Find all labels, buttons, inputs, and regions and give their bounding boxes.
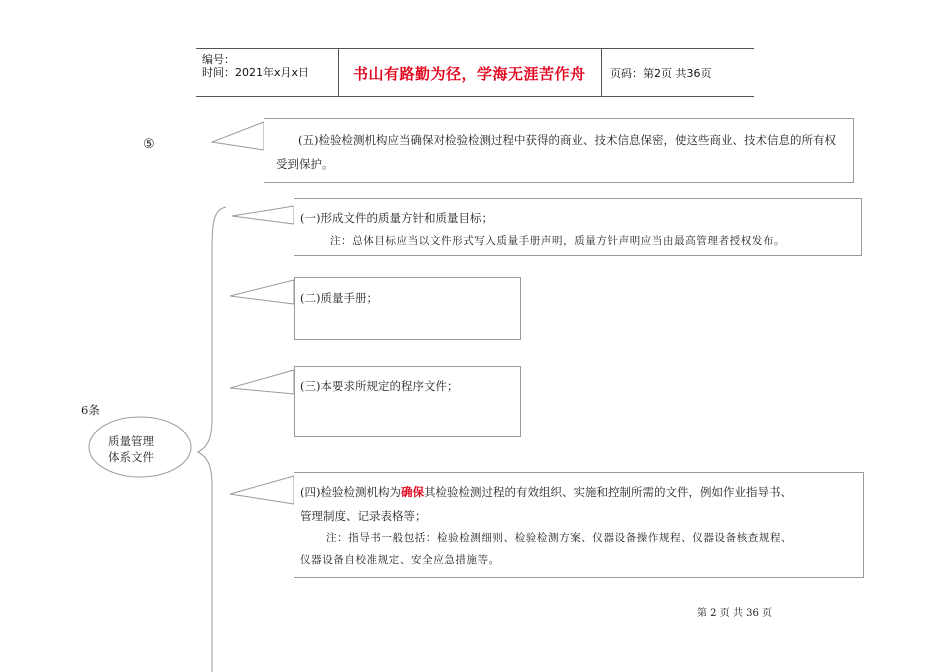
- circle-marker: ⑤: [143, 137, 155, 152]
- item-four-note-line1: 注：指导书一般包括：检验检测细则、检验检测方案、仪器设备操作规程、仪器设备核查规程、: [326, 532, 793, 544]
- item-two-title: (二)质量手册；: [300, 291, 378, 305]
- page-footer: 第 2 页 共 36 页: [697, 608, 772, 619]
- item-four-title-pre: (四)检验检测机构为: [300, 485, 401, 499]
- item-four-title-post: 其检验检测过程的有效组织、实施和控制所需的文件，例如作业指导书、: [423, 485, 792, 499]
- item-one-note: 注：总体目标应当以文件形式写入质量手册声明，质量方针声明应当由最高管理者授权发布。: [330, 235, 786, 247]
- item-four-note-line2: 仪器设备自校准规定、安全应急措施等。: [300, 554, 500, 566]
- header-page-label: 页码：第2页 共36页: [610, 67, 712, 80]
- item-three-title: (三)本要求所规定的程序文件；: [300, 379, 459, 393]
- mindmap-brace: [198, 207, 226, 672]
- header-number-label: 编号：: [202, 53, 235, 66]
- pointer-item-one: [232, 206, 294, 224]
- item-four-title-line1: [300, 480, 792, 504]
- pointer-item-four: [230, 476, 294, 504]
- pointer-item-three: [230, 370, 294, 394]
- header-motto: 书山有路勤为径，学海无涯苦作舟: [353, 65, 586, 83]
- pointer-item-five: [212, 122, 264, 150]
- item-one-title: (一)形成文件的质量方针和质量目标；: [300, 211, 493, 225]
- item-five-text: (五)检验检测机构应当确保对检验检测过程中获得的商业、技术信息保密，使这些商业、技术信息的所有权受到保护。: [276, 133, 836, 171]
- topic-bubble-line1: 质量管理: [108, 434, 154, 448]
- pointer-item-two: [230, 280, 294, 304]
- item-four-title-line2: 管理制度、记录表格等；: [300, 509, 427, 523]
- article-label: 6条: [81, 403, 100, 417]
- topic-bubble-line2: 体系文件: [108, 450, 154, 464]
- header-time-label: 时间：2021年x月x日: [202, 66, 310, 79]
- item-four-highlight: 确保: [400, 485, 424, 499]
